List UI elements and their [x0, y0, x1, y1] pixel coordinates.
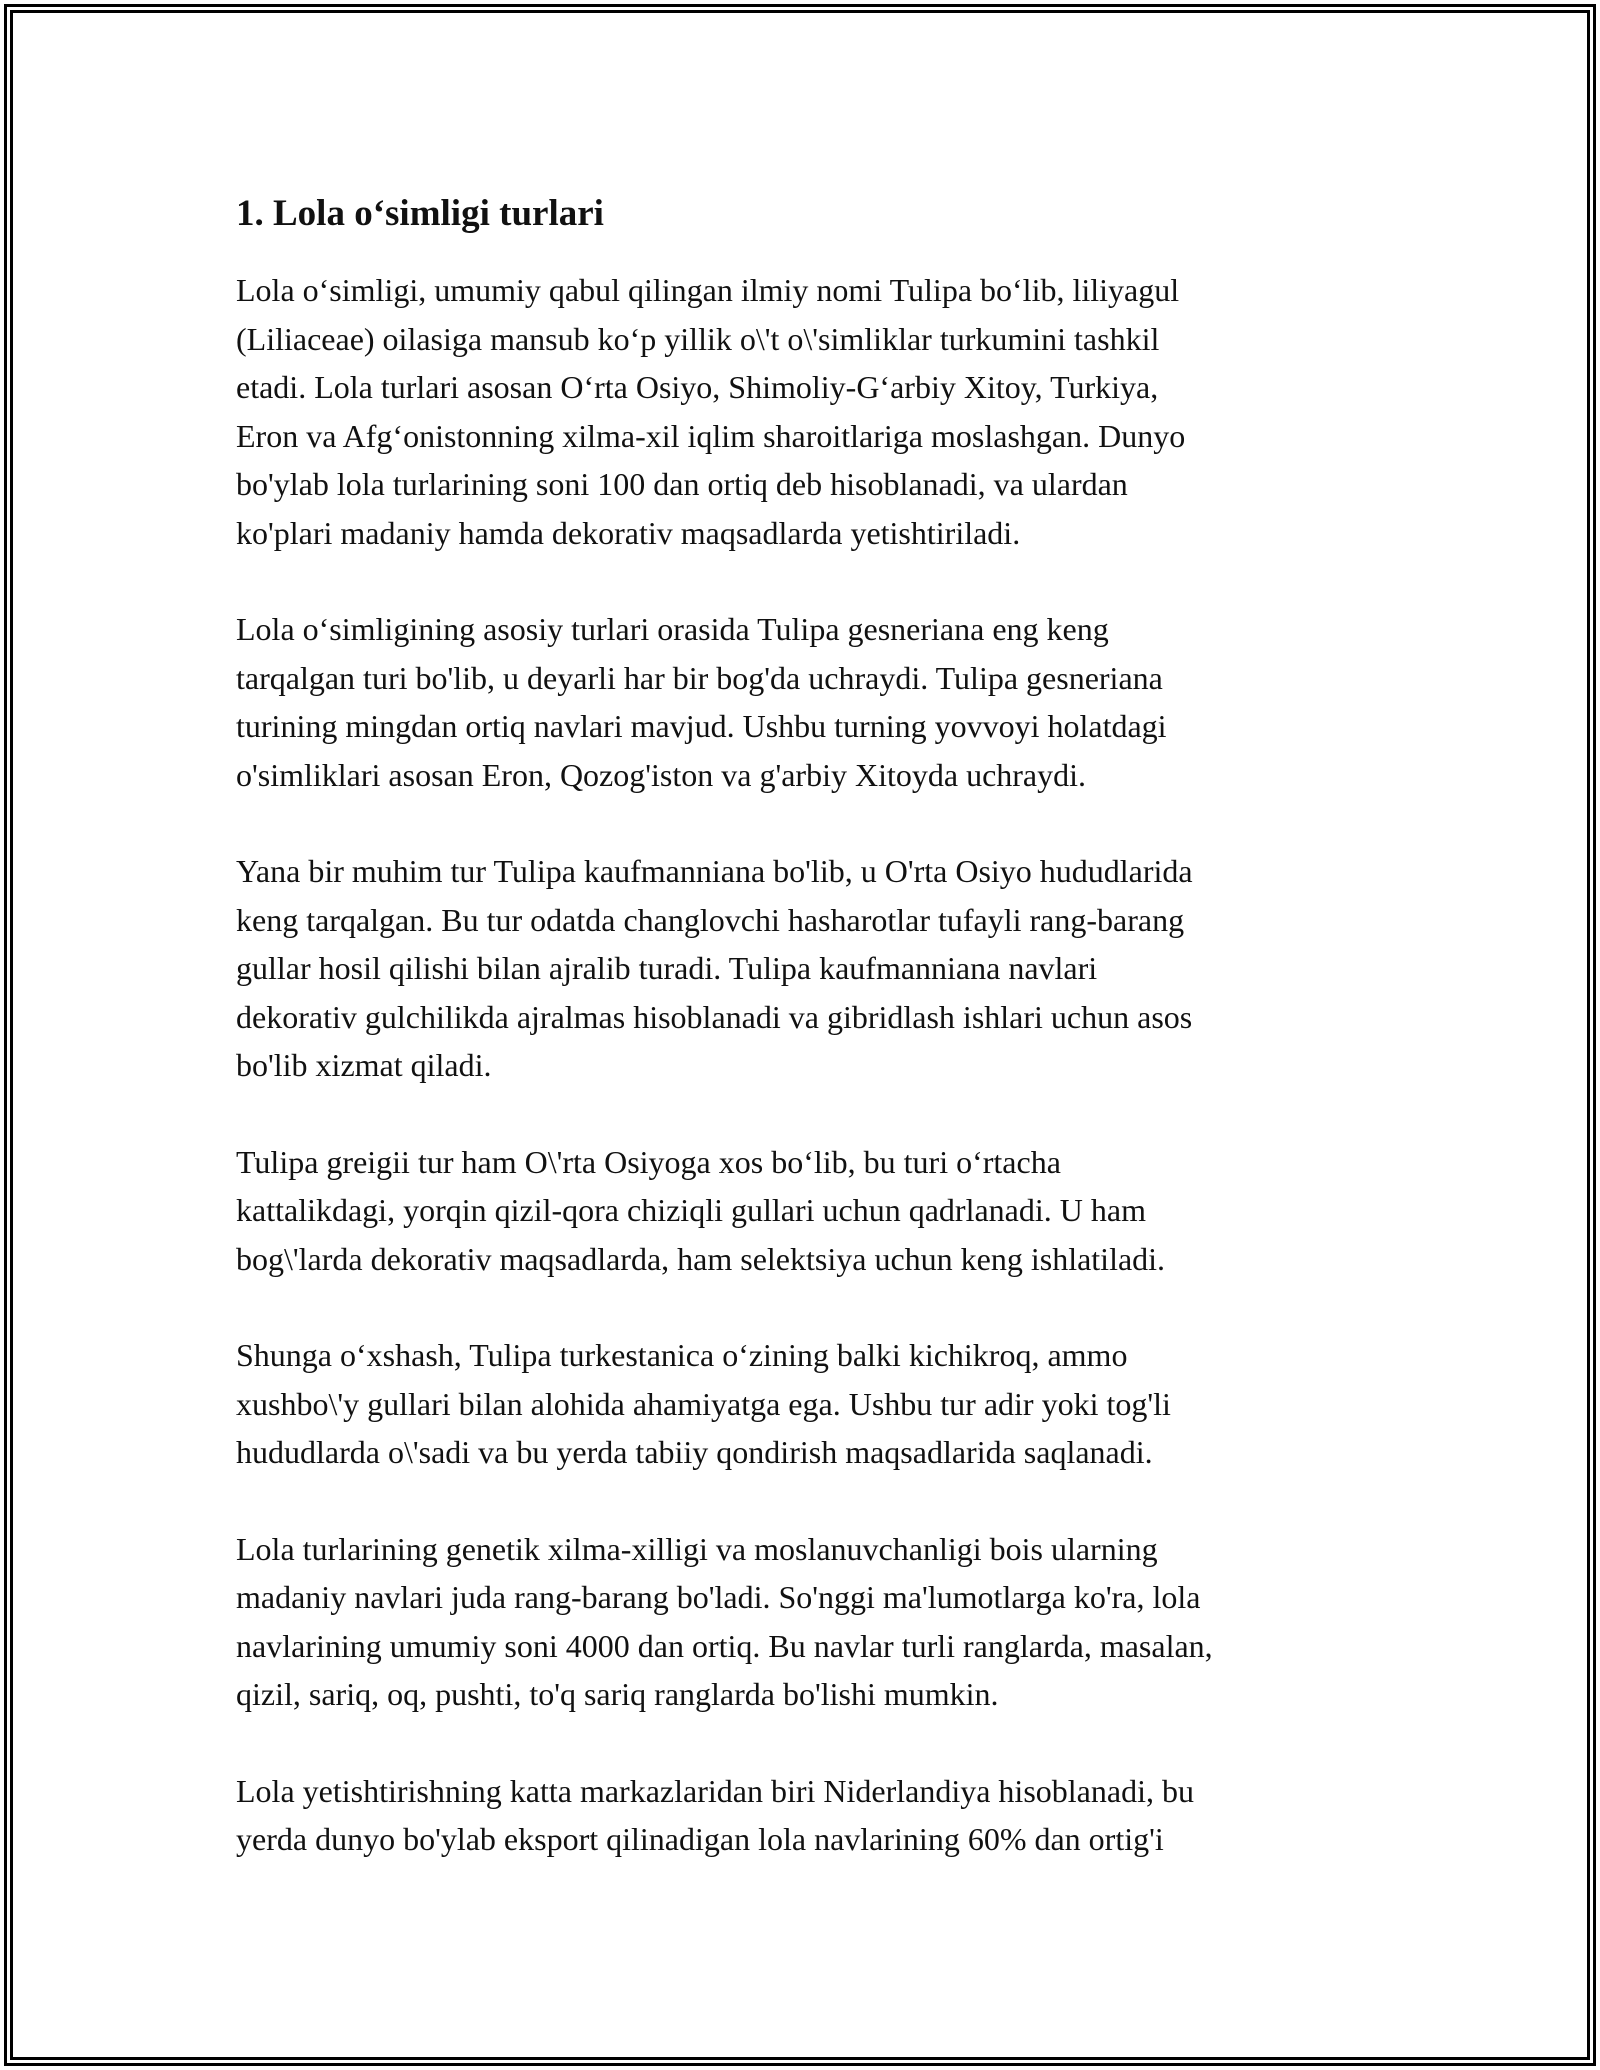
paragraph-tulipa-gesneriana: Lola o‘simligining asosiy turlari orasida Tulipa gesneriana eng keng tarqalgan turi bo'lib, u deyarli har bir bog'da uchraydi. Tulipa gesneriana turining mingdan ortiq navlari mavjud. Ushbu turning yovvoyi holatdagi o'simliklari asosan Eron, Qozog'iston va g'arbiy Xitoyda uchraydi.	[236, 611, 1167, 793]
paragraph-cultivar-diversity: Lola turlarining genetik xilma-xilligi va moslanuvchanligi bois ularning madaniy navlari juda rang-barang bo'ladi. So'nggi ma'lumotlarga ko'ra, lola navlarining umumiy soni 4000 dan ortiq. Bu navlar turli ranglarda, masalan, qizil, sariq, oq, pushti, to'q sariq ranglarda bo'lishi mumkin.	[236, 1530, 1213, 1712]
paragraph-tulipa-kaufmanniana: Yana bir muhim tur Tulipa kaufmanniana bo'lib, u O'rta Osiyo hududlarida keng tarqalgan. Bu tur odatda changlovchi hasharotlar tufayli rang-barang gullar hosil qilishi bilan ajralib turadi. Tulipa kaufmanniana navlari dekorativ gulchilikda ajralmas hisoblanadi va gibridlash ishlari uchun asos bo'lib xizmat qiladi.	[236, 853, 1193, 1083]
paragraph-tulipa-turkestanica: Shunga o‘xshash, Tulipa turkestanica o‘zining balki kichikroq, ammo xushbo\'y gullari bilan alohida ahamiyatga ega. Ushbu tur adir yoki tog'li hududlarda o\'sadi va bu yerda tabiiy qondirish maqsadlarida saqlanadi.	[236, 1337, 1171, 1470]
paragraph-intro: Lola o‘simligi, umumiy qabul qilingan ilmiy nomi Tulipa bo‘lib, liliyagul (Liliaceae) oilasiga mansub ko‘p yillik o\'t o\'simliklar turkumini tashkil etadi. Lola turlari asosan O‘rta Osiyo, Shimoliy-G‘arbiy Xitoy, Turkiya, Eron va Afg‘onistonning xilma-xil iqlim sharoitlariga moslashgan. Dunyo bo'ylab lola turlarining soni 100 dan ortiq deb hisoblanadi, va ulardan ko'plari madaniy hamda dekorativ maqsadlarda yetishtiriladi.	[236, 272, 1186, 551]
paragraph-netherlands: Lola yetishtirishning katta markazlaridan biri Niderlandiya hisoblanadi, bu yerda dunyo bo'ylab eksport qilinadigan lola navlarining 60% dan ortig'i	[236, 1772, 1194, 1857]
document-body	[236, 186, 1366, 1912]
section-title: 1. Lola o‘simligi turlari	[236, 193, 604, 234]
paragraph-tulipa-greigii: Tulipa greigii tur ham O\'rta Osiyoga xos bo‘lib, bu turi o‘rtacha kattalikdagi, yorqin qizil-qora chiziqli gullari uchun qadrlanadi. U ham bog\'larda dekorativ maqsadlarda, ham selektsiya uchun keng ishlatiladi.	[236, 1143, 1166, 1277]
